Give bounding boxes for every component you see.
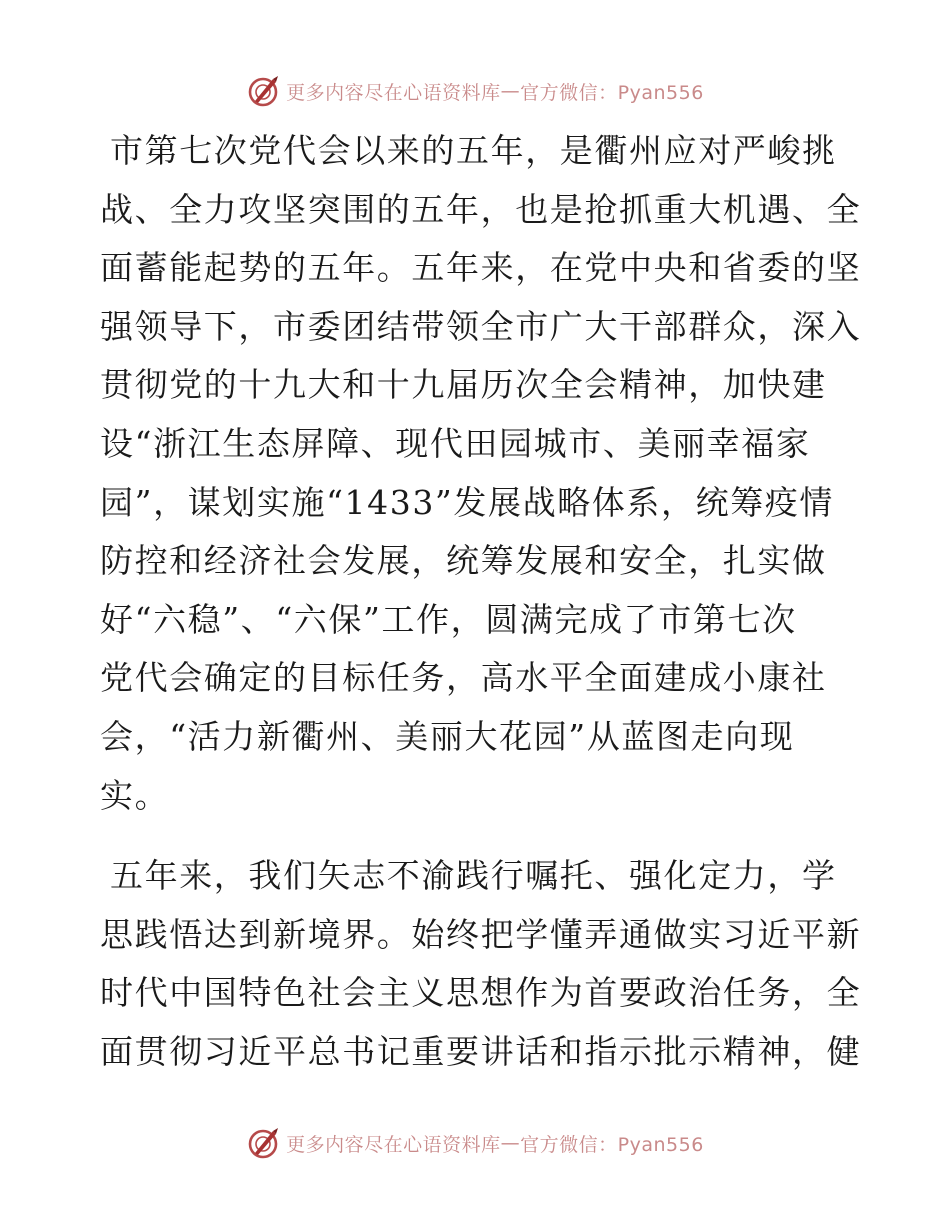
text-line: 面贯彻习近平总书记重要讲话和指示批示精神，健 [100, 1031, 862, 1071]
watermark-separator: — [500, 1132, 521, 1154]
text-line: 面蓄能起势的五年。五年来，在党中央和省委的坚 [100, 248, 862, 288]
text-line: 市第七次党代会以来的五年，是衢州应对严峻挑 [110, 131, 837, 170]
text-line: 防控和经济社会发展，统筹发展和安全，扎实做 [100, 541, 827, 581]
watermark-footer [0, 1126, 950, 1160]
text-line: 强领导下，市委团结带领全市广大干部群众，深入 [100, 306, 862, 346]
text-line: 时代中国特色社会主义思想作为首要政治任务，全 [100, 973, 862, 1013]
text-line: 贯彻党的十九大和十九届历次全会精神，加快建 [100, 365, 827, 405]
watermark-separator: — [500, 80, 521, 102]
text-line: 战、全力攻坚突围的五年，也是抢抓重大机遇、全 [100, 189, 862, 229]
paragraph-1 [100, 122, 862, 825]
text-line: 党代会确定的目标任务，高水平全面建成小康社 [100, 658, 827, 698]
quill-pen-circle-icon [246, 1126, 280, 1160]
text-line: 好“六稳”、“六保”工作，圆满完成了市第七次 [100, 599, 797, 639]
text-line: 园”，谋划实施“1433”发展战略体系，统筹疫情 [100, 482, 834, 522]
text-line: 思践悟达到新境界。始终把学懂弄通做实习近平新 [100, 914, 862, 954]
text-line: 会，“活力新衢州、美丽大花园”从蓝图走向现 [100, 716, 795, 756]
text-line: 实。 [100, 775, 170, 815]
text-line: 设“浙江生态屏障、现代田园城市、美丽幸福家 [100, 423, 811, 463]
document-body [100, 122, 862, 1082]
quill-pen-circle-icon [246, 74, 280, 108]
paragraph-2 [100, 847, 862, 1081]
watermark-brand: 更多内容尽在心语资料库 [286, 81, 501, 104]
watermark-contact: 官方微信：Pyan556 [520, 81, 704, 104]
watermark-contact: 官方微信：Pyan556 [520, 1133, 704, 1156]
watermark-header [0, 74, 950, 108]
watermark-brand: 更多内容尽在心语资料库 [286, 1133, 501, 1156]
text-line: 五年来，我们矢志不渝践行嘱托、强化定力，学 [110, 856, 837, 896]
